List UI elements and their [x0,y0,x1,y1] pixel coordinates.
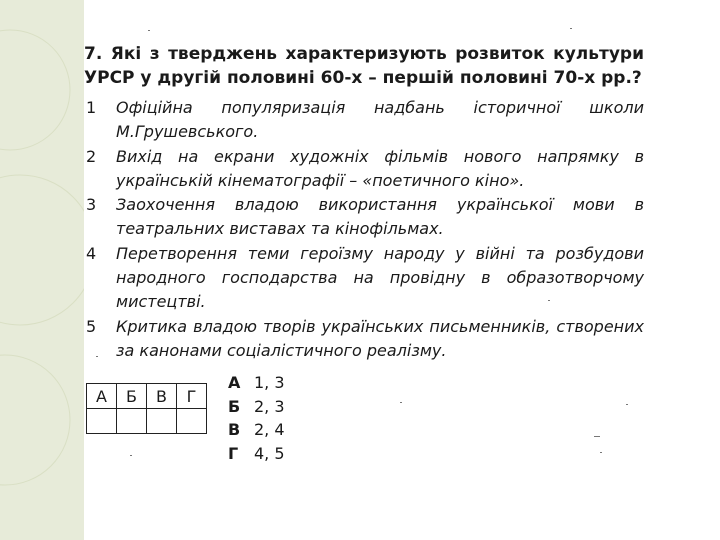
option-text: Вихід на екрани художніх фільмів нового напрямку в українській кінематографії – «поетичного кіно». [116,146,644,190]
option-number: 3 [86,195,97,215]
answer-key-item [228,442,285,466]
options-list [84,96,644,363]
answer-key-letter: Г [228,443,239,463]
answer-cell-v[interactable] [147,409,177,434]
option-text: Офіційна популяризація надбань історичної школи М.Грушевського. [116,98,644,142]
answer-cell-b[interactable] [117,409,147,434]
answer-grid-header-row [87,384,207,409]
option-number: 5 [86,316,97,336]
option-number: 1 [86,98,97,117]
option-item [84,193,644,242]
option-item [84,96,644,145]
answer-grid-header: В [147,384,177,409]
answer-key-letter: А [228,373,241,392]
answer-key-item [228,395,285,419]
answer-grid-input-row [87,409,207,434]
answer-key-letter: Б [228,396,241,416]
answer-grid-header: Б [117,384,147,409]
answer-key-values: 1, 3 [254,373,285,392]
scan-speck [400,402,402,403]
option-item [84,242,644,315]
scan-speck [548,300,550,301]
answer-grid-header: А [87,384,117,409]
scan-speck [570,28,572,29]
answer-key-values: 2, 4 [254,420,285,439]
option-text: Перетворення теми героїзму народу у війні та розбудови народного господарства на провідну в образотворчому мистецтві. [116,243,644,312]
answer-key-item [228,371,285,395]
scan-speck [626,404,628,405]
option-item [84,315,644,364]
answer-key-letter: В [228,420,241,439]
answer-grid-header: Г [177,384,207,409]
scan-speck [130,455,132,456]
option-item [84,145,644,194]
scan-speck [96,356,98,357]
answer-key-values: 2, 3 [254,396,285,416]
answer-cell-a[interactable] [87,409,117,434]
answer-cell-g[interactable] [177,409,207,434]
answer-grid [86,383,207,434]
answer-key-item [228,418,285,442]
option-number: 4 [86,243,97,263]
option-text: Заохочення владою використання української мови в театральних виставах та кінофільмах. [116,195,644,239]
scan-speck [594,436,600,437]
scan-speck [148,30,150,31]
answer-keys-list [228,371,285,465]
question-text: 7. Які з тверджень характеризують розвиток культури УРСР у другій половині 60-х – першій половині 70-х рр.? [84,44,644,88]
option-text: Критика владою творів українських письменників, створених за канонами соціалістичного реалізму. [116,316,644,360]
band-ornament [0,0,84,540]
scan-speck [600,452,602,453]
answer-key-values: 4, 5 [254,443,285,463]
option-number: 2 [86,146,97,166]
